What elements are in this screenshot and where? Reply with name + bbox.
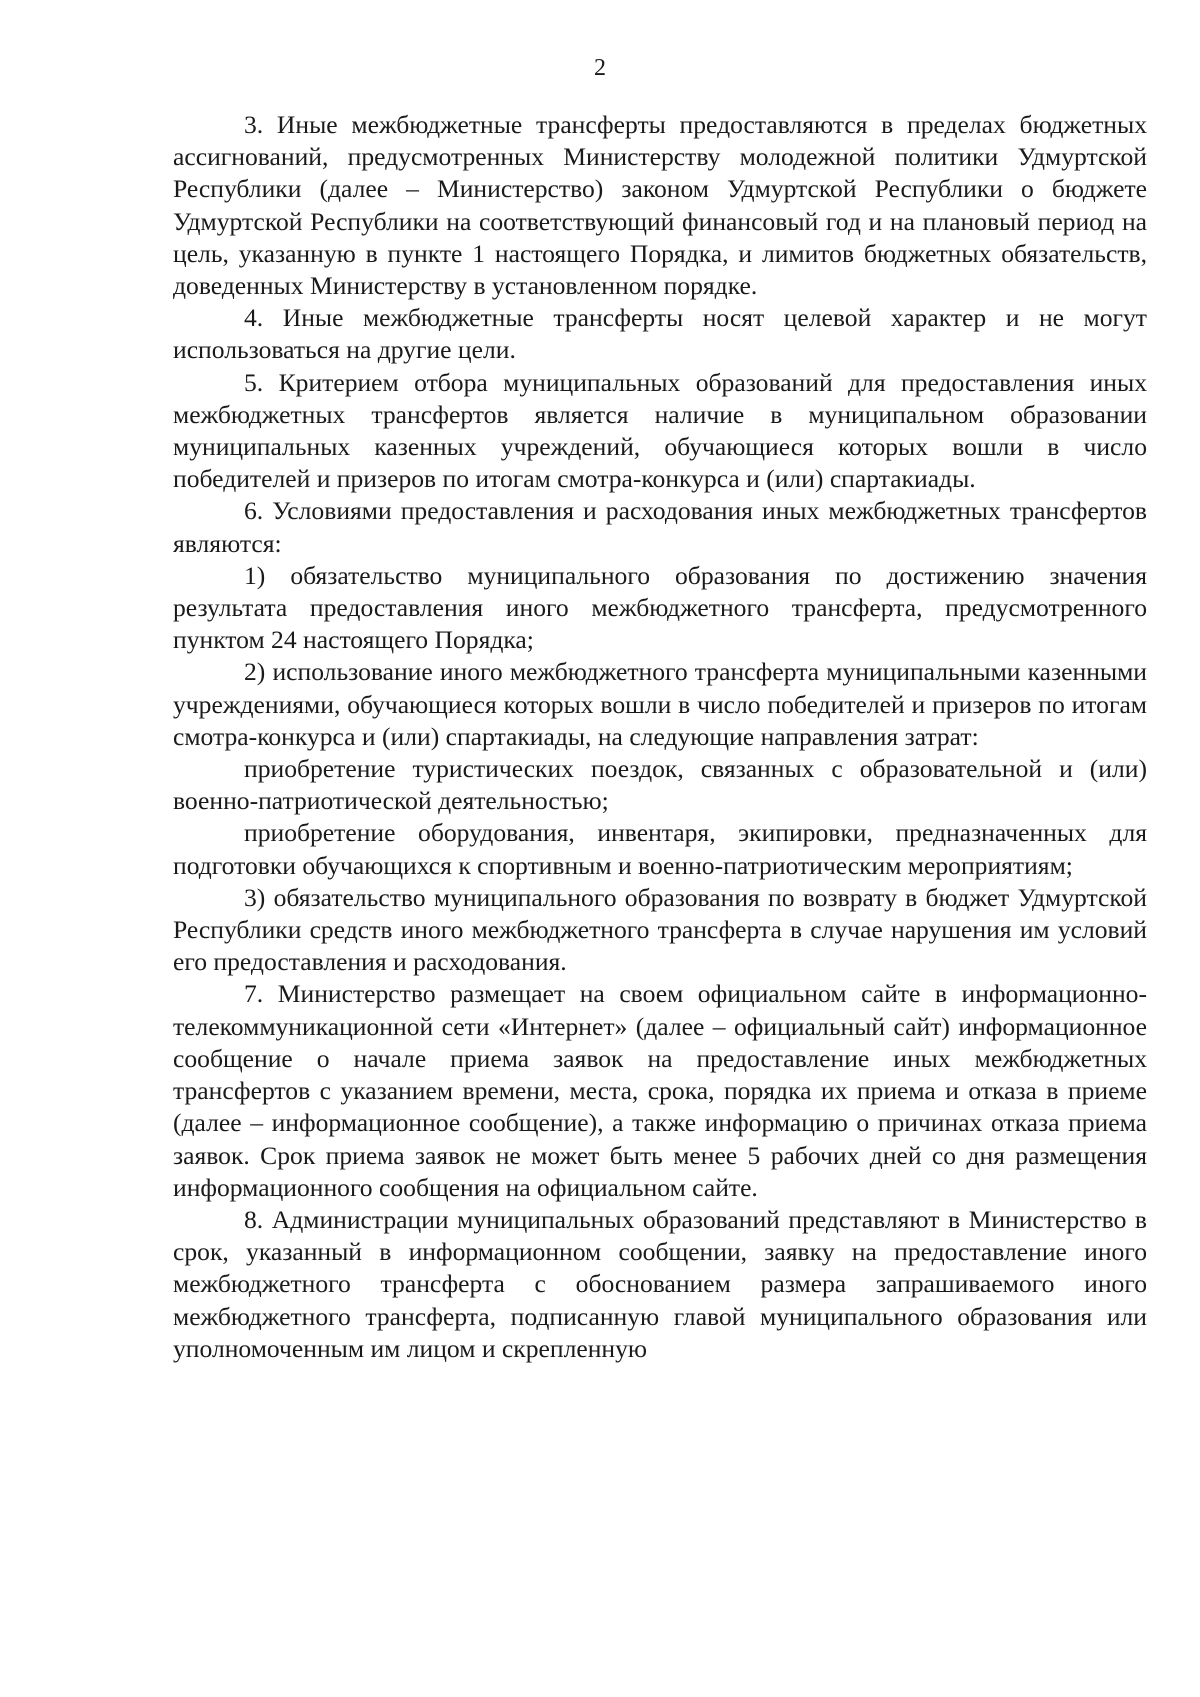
paragraph-6-item-2: 2) использование иного межбюджетного трансферта муниципальными казенными учреждениями, обучающиеся которых вошли в число победителей и призеров по итогам смотра-конкурса и (или) спартакиады, на следующие направления затрат: xyxy=(173,657,1147,751)
paragraph-7: 7. Министерство размещает на своем официальном сайте в информационно-телекоммуникационной сети «Интернет» (далее – официальный сайт) информационное сообщение о начале приема заявок на предоставление иных межбюджетных трансфертов с указанием времени, места, срока, порядка их приема и отказа в приеме (далее – информационное сообщение), а также информацию о причинах отказа приема заявок. Срок приема заявок не может быть менее 5 рабочих дней со дня размещения информационного сообщения на официальном сайте. xyxy=(173,979,1147,1202)
paragraph-5: 5. Критерием отбора муниципальных образований для предоставления иных межбюджетных трансфертов является наличие в муниципальном образовании муниципальных казенных учреждений, обучающиеся которых вошли в число победителей и призеров по итогам смотра-конкурса и (или) спартакиады. xyxy=(173,367,1147,494)
paragraph-6-item-1: 1) обязательство муниципального образования по достижению значения результата предоставления иного межбюджетного трансферта, предусмотренного пунктом 24 настоящего Порядка; xyxy=(173,560,1147,655)
paragraph-6-item-2-direction-2: приобретение оборудования, инвентаря, экипировки, предназначенных для подготовки обучающихся к спортивным и военно-патриотическим мероприятиям; xyxy=(173,818,1147,880)
paragraph-6-item-2-direction-1: приобретение туристических поездок, связанных с образовательной и (или) военно-патриотической деятельностью; xyxy=(173,754,1147,816)
paragraph-3: 3. Иные межбюджетные трансферты предоставляются в пределах бюджетных ассигнований, предусмотренных Министерству молодежной политики Удмуртской Республики (далее – Министерство) законом Удмуртской Республики о бюджете Удмуртской Республики на соответствующий финансовый год и на плановый период на цель, указанную в пункте 1 настоящего Порядка, и лимитов бюджетных обязательств, доведенных Министерству в установленном порядке. xyxy=(173,110,1147,301)
paragraph-8: 8. Администрации муниципальных образований представляют в Министерство в срок, указанный в информационном сообщении, заявку на предоставление иного межбюджетного трансферта с обоснованием размера запрашиваемого иного межбюджетного трансферта, подписанную главой муниципального образования или уполномоченным им лицом и скрепленную xyxy=(173,1204,1147,1363)
paragraph-6-item-3: 3) обязательство муниципального образования по возврату в бюджет Удмуртской Республики средств иного межбюджетного трансферта в случае нарушения им условий его предоставления и расходования. xyxy=(173,882,1147,977)
paragraph-6: 6. Условиями предоставления и расходования иных межбюджетных трансфертов являются: xyxy=(173,496,1147,558)
paragraph-4: 4. Иные межбюджетные трансферты носят целевой характер и не могут использоваться на другие цели. xyxy=(173,303,1147,365)
page-number: 2 xyxy=(594,55,606,81)
document-body xyxy=(173,109,1147,1365)
